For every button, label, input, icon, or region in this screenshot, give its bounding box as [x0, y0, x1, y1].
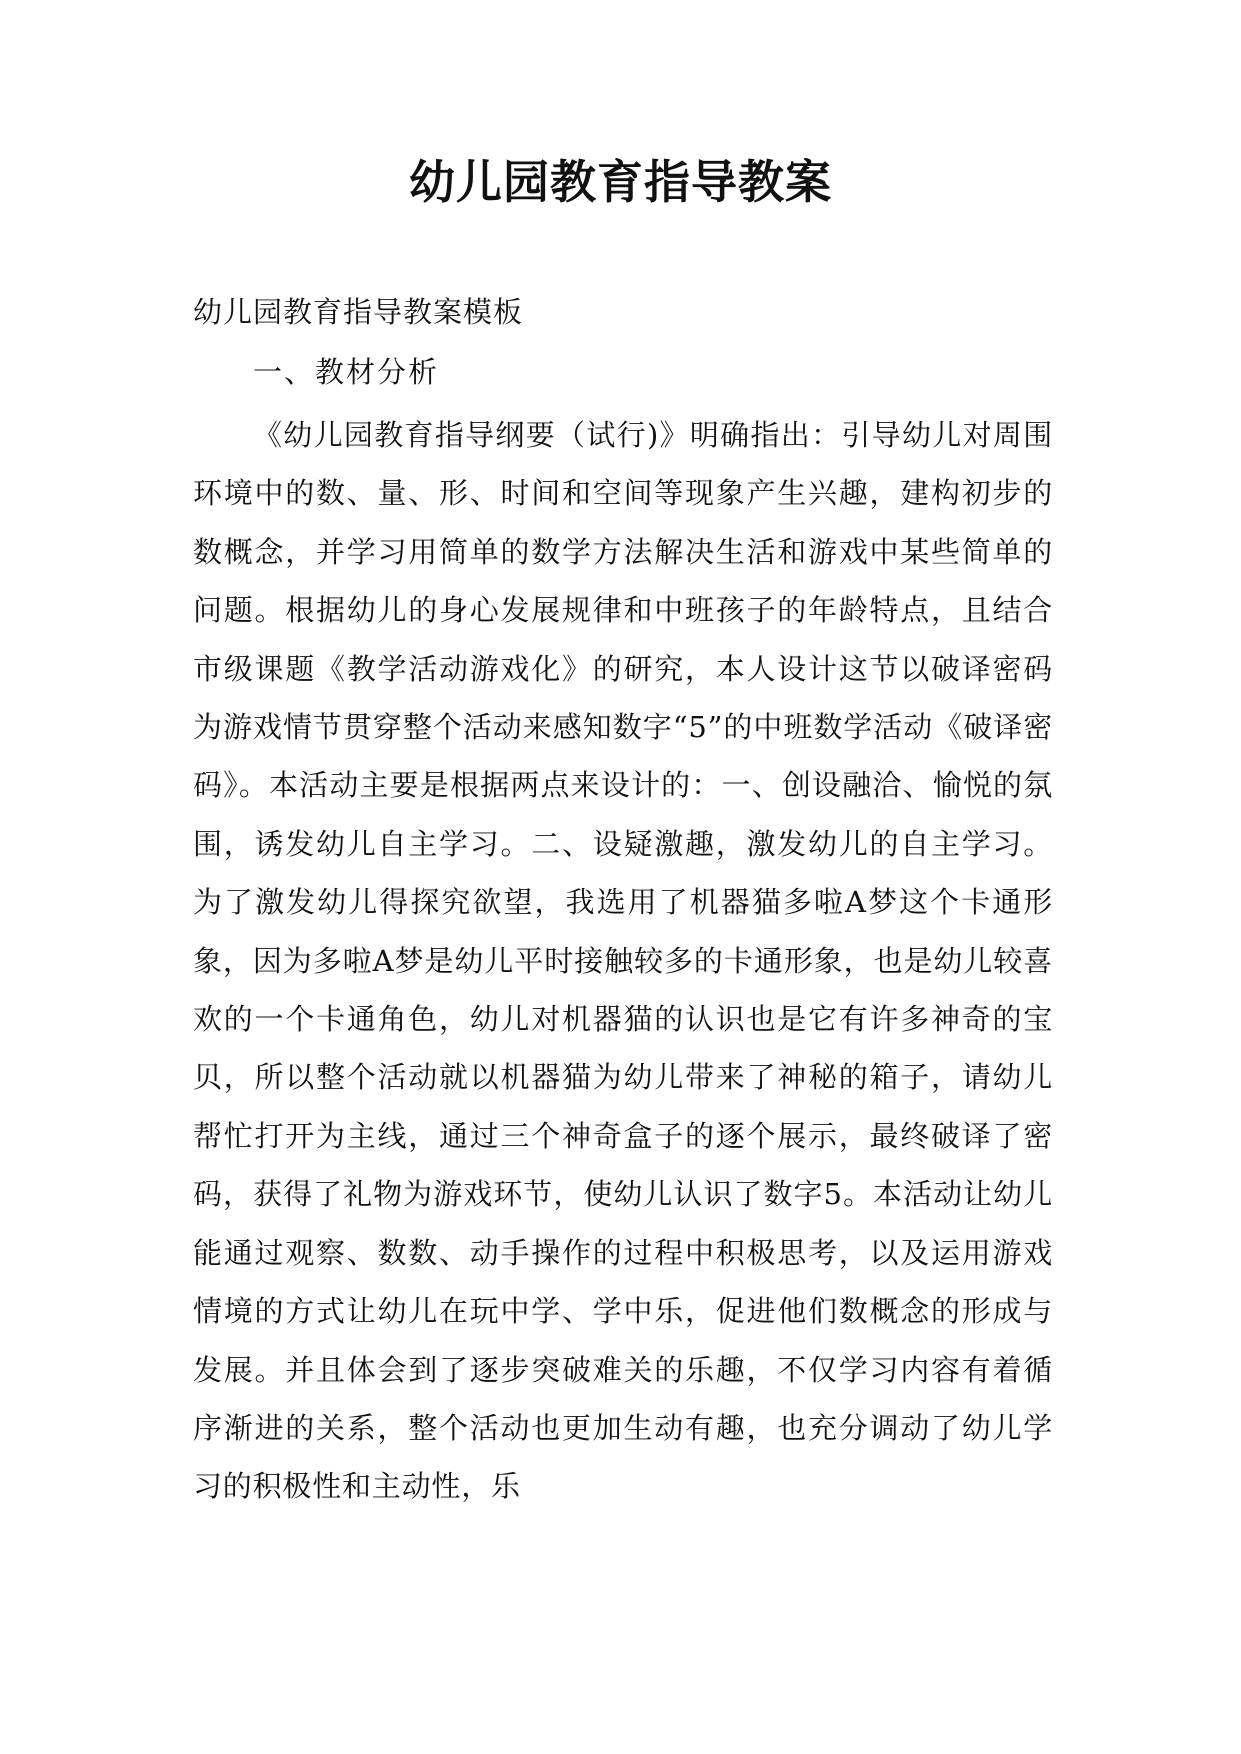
body-paragraph: 《幼儿园教育指导纲要（试行)》明确指出：引导幼儿对周围环境中的数、量、形、时间和空间等现象产生兴趣，建构初步的数概念，并学习用简单的数学方法解决生活和游戏中某些简单的问题。根据幼儿的身心发展规律和中班孩子的年龄特点，且结合市级课题《教学活动游戏化》的研究，本人设计这节以破译密码为游戏情节贯穿整个活动来感知数字“5”的中班数学活动《破译密码》。本活动主要是根据两点来设计的：一、创设融洽、愉悦的氛围，诱发幼儿自主学习。二、设疑激趣，激发幼儿的自主学习。为了激发幼儿得探究欲望，我选用了机器猫多啦A梦这个卡通形象，因为多啦A梦是幼儿平时接触较多的卡通形象，也是幼儿较喜欢的一个卡通角色，幼儿对机器猫的认识也是它有许多神奇的宝贝，所以整个活动就以机器猫为幼儿带来了神秘的箱子，请幼儿帮忙打开为主线，通过三个神奇盒子的逐个展示，最终破译了密码，获得了礼物为游戏环节，使幼儿认识了数字5。本活动让幼儿能通过观察、数数、动手操作的过程中积极思考，以及运用游戏情境的方式让幼儿在玩中学、学中乐，促进他们数概念的形成与发展。并且体会到了逐步突破难关的乐趣，不仅学习内容有着循序渐进的关系，整个活动也更加生动有趣，也充分调动了幼儿学习的积极性和主动性，乐: [193, 418, 1053, 1504]
section-heading: 一、教材分析: [253, 355, 440, 389]
document-title: 幼儿园教育指导教案: [409, 155, 832, 209]
document-subtitle: 幼儿园教育指导教案模板: [193, 295, 524, 329]
